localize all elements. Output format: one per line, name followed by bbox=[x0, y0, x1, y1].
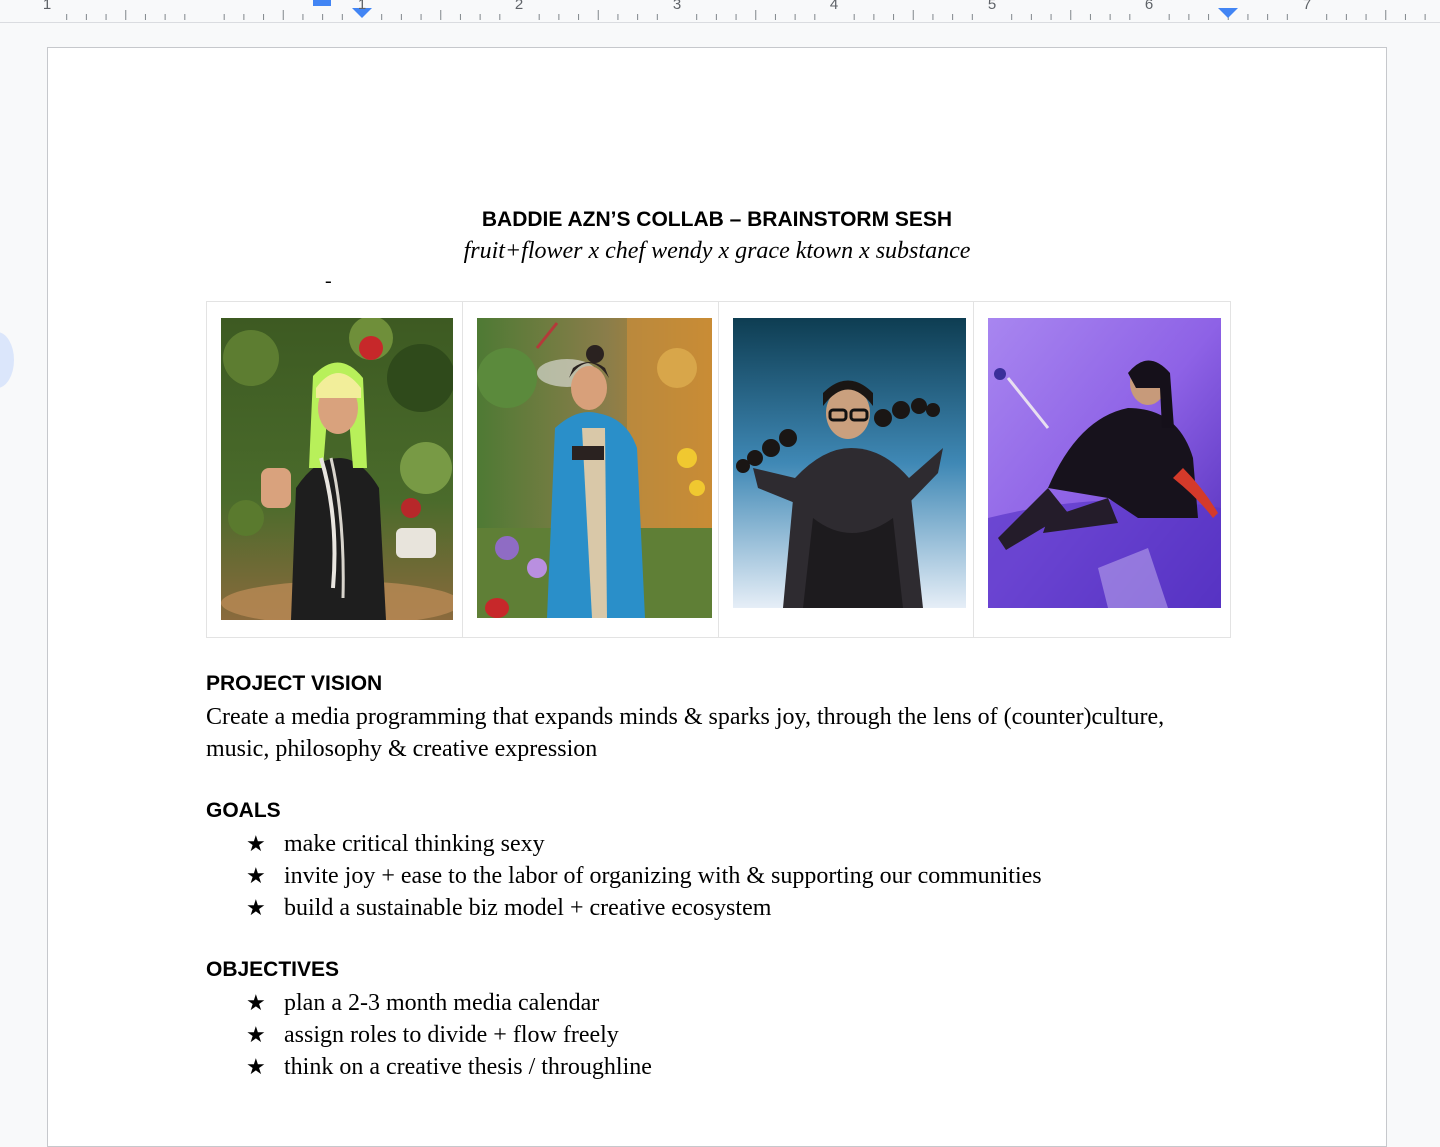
ruler-number: 4 bbox=[829, 0, 839, 13]
list-item bbox=[246, 1051, 652, 1083]
ruler-ticks bbox=[0, 0, 1440, 22]
photo-studio-braids[interactable] bbox=[733, 318, 966, 608]
star-bullet-icon: ★ bbox=[246, 832, 266, 857]
project-vision-text: Create a media programming that expands minds & sparks joy, through the lens of (counter)culture, music, philosophy & creative expression bbox=[206, 704, 1165, 762]
star-bullet-icon: ★ bbox=[246, 1023, 266, 1048]
list-item-text: think on a creative thesis / throughline bbox=[284, 1054, 652, 1080]
list-item bbox=[246, 828, 1042, 860]
list-item-text: make critical thinking sexy bbox=[284, 831, 545, 857]
list-item-text: assign roles to divide + flow freely bbox=[284, 1022, 619, 1048]
objectives-list bbox=[246, 987, 652, 1083]
star-bullet-icon: ★ bbox=[246, 896, 266, 921]
side-panel-toggle[interactable] bbox=[0, 332, 14, 388]
document-page[interactable] bbox=[47, 47, 1387, 1147]
photo-cell bbox=[974, 302, 1230, 637]
photo-cell bbox=[719, 302, 975, 637]
horizontal-ruler[interactable] bbox=[0, 0, 1440, 23]
photo-cell bbox=[463, 302, 719, 637]
star-bullet-icon: ★ bbox=[246, 864, 266, 889]
photo-cell bbox=[207, 302, 463, 637]
goals-list bbox=[246, 828, 1042, 924]
list-item-text: plan a 2-3 month media calendar bbox=[284, 990, 600, 1016]
stray-mark: - bbox=[325, 270, 332, 292]
section-heading-objectives: OBJECTIVES bbox=[206, 958, 340, 981]
list-item bbox=[246, 892, 1042, 924]
section-heading-goals: GOALS bbox=[206, 799, 281, 822]
photo-purple-studio[interactable] bbox=[988, 318, 1221, 608]
photo-table bbox=[206, 301, 1231, 638]
ruler-number: 5 bbox=[987, 0, 997, 13]
ruler-number: 1 bbox=[357, 0, 367, 13]
photo-garden-blue-robe[interactable] bbox=[477, 318, 712, 618]
list-item bbox=[246, 860, 1042, 892]
first-line-indent-marker[interactable] bbox=[313, 0, 331, 6]
list-item-text: build a sustainable biz model + creative ecosystem bbox=[284, 895, 772, 921]
document-subtitle: fruit+flower x chef wendy x grace ktown x substance bbox=[463, 238, 971, 264]
ruler-number: 3 bbox=[672, 0, 682, 13]
list-item-text: invite joy + ease to the labor of organizing with & supporting our communities bbox=[284, 863, 1042, 889]
list-item bbox=[246, 987, 652, 1019]
section-heading-project-vision: PROJECT VISION bbox=[206, 672, 383, 695]
ruler-number: 6 bbox=[1144, 0, 1154, 13]
list-item bbox=[246, 1019, 652, 1051]
photo-garden-green-hair[interactable] bbox=[221, 318, 453, 620]
document-title: BADDIE AZN’S COLLAB – BRAINSTORM SESH bbox=[481, 208, 953, 231]
right-indent-marker[interactable] bbox=[1218, 8, 1238, 18]
star-bullet-icon: ★ bbox=[246, 991, 266, 1016]
ruler-number: 1 bbox=[42, 0, 52, 13]
ruler-number: 2 bbox=[514, 0, 524, 13]
ruler-number: 7 bbox=[1302, 0, 1312, 13]
star-bullet-icon: ★ bbox=[246, 1055, 266, 1080]
